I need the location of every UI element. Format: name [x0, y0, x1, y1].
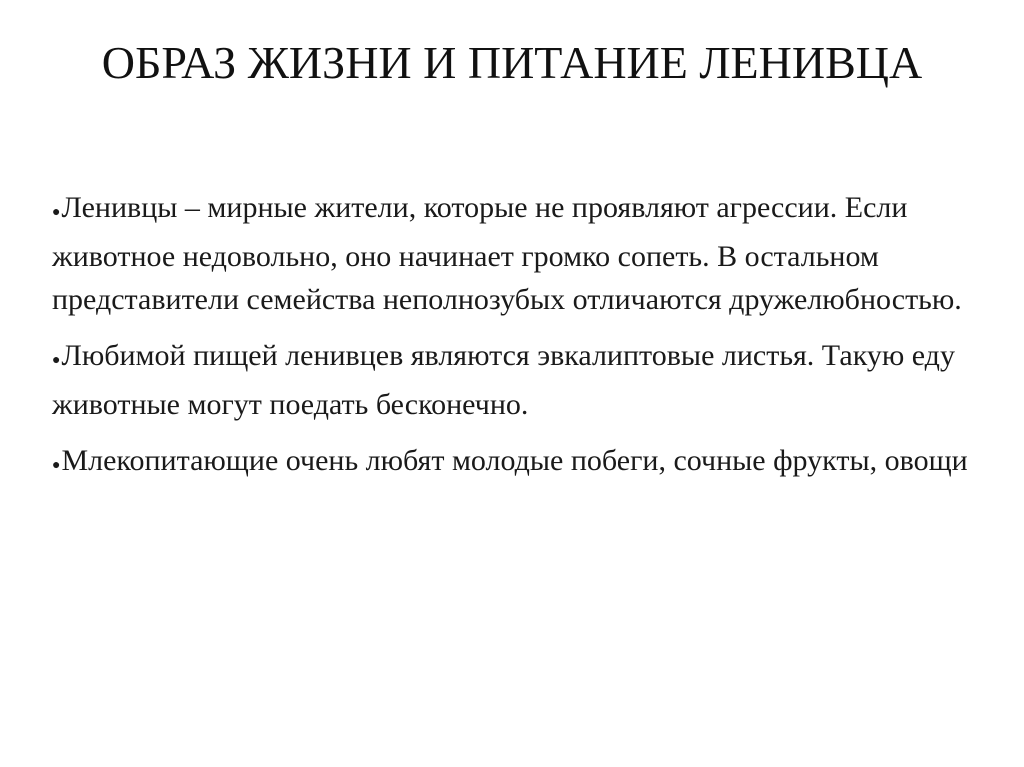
bullet-item [52, 439, 982, 488]
bullet-dot-icon: ● [52, 353, 61, 368]
bullet-list [52, 186, 982, 501]
bullet-item [52, 334, 982, 426]
bullet-text: Млекопитающие очень любят молодые побеги, сочные фрукты, овощи [61, 444, 968, 477]
bullet-text: Ленивцы – мирные жители, которые не проявляют агрессии. Если животное недовольно, оно начинает громко сопеть. В остальном представители семейства неполнозубых отличаются дружелюбностью. [52, 191, 962, 316]
bullet-dot-icon: ● [52, 458, 61, 473]
bullet-item [52, 186, 982, 321]
slide-title: ОБРАЗ ЖИЗНИ И ПИТАНИЕ ЛЕНИВЦА [101, 37, 923, 88]
bullet-text: Любимой пищей ленивцев являются эвкалиптовые листья. Такую еду животные могут поедать бесконечно. [52, 339, 955, 421]
bullet-dot-icon: ● [52, 205, 61, 220]
